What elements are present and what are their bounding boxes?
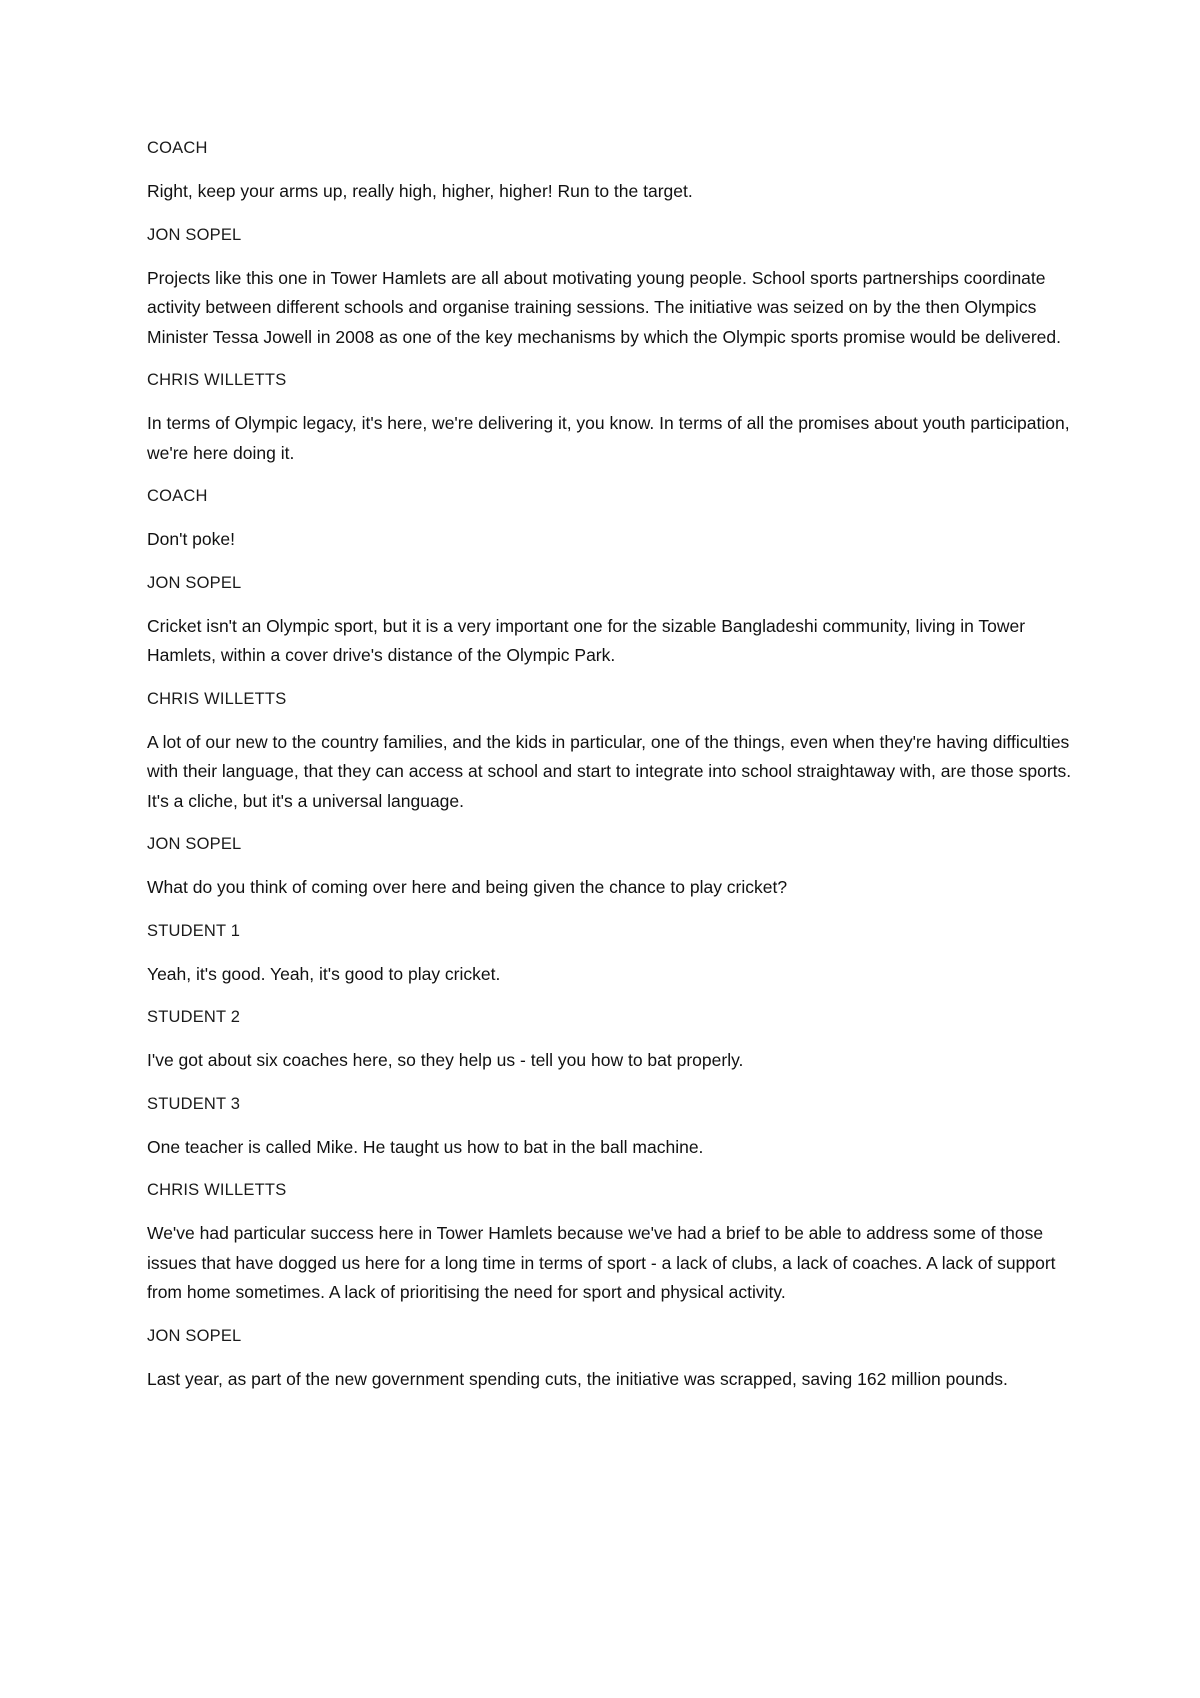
transcript-entry [147,919,1077,990]
speaker-name: COACH [147,487,208,505]
transcript-entry [147,368,1077,468]
speaker-name: CHRIS WILLETTS [147,371,287,389]
transcript-entry [147,136,1077,207]
speech-text: Projects like this one in Tower Hamlets are all about motivating young people. School sports partnerships coordinate activity between different schools and organise training sessions. The initiative was seized on by the then Olympics Minister Tessa Jowell in 2008 as one of the key mechanisms by which the Olympic sports promise would be delivered. [147,267,1061,347]
speaker-name: JON SOPEL [147,573,242,592]
speaker-name: COACH [147,139,208,157]
speaker-name: JON SOPEL [147,225,242,244]
transcript-entry [147,571,1077,671]
transcript-body [147,136,1077,1410]
speech-text: We've had particular success here in Tower Hamlets because we've had a brief to be able to address some of those issues that have dogged us here for a long time in terms of sport - a lack of clubs, a lack of coaches. A lack of support from home sometimes. A lack of prioritising the need for sport and physical activity. [147,1223,1056,1302]
speaker-name: STUDENT 3 [147,1094,241,1113]
transcript-entry [147,1092,1077,1163]
transcript-entry [147,1005,1077,1076]
speaker-name: CHRIS WILLETTS [147,1181,287,1199]
speech-text: What do you think of coming over here and being given the chance to play cricket? [147,877,788,897]
transcript-entry [147,223,1077,353]
speech-text: Don't poke! [147,529,235,549]
speaker-name: STUDENT 1 [147,921,241,940]
speech-text: Right, keep your arms up, really high, higher, higher! Run to the target. [147,181,693,201]
speech-text: Yeah, it's good. Yeah, it's good to play cricket. [147,963,501,984]
transcript-entry [147,1178,1077,1308]
speech-text: Last year, as part of the new government spending cuts, the initiative was scrapped, saving 162 million pounds. [147,1368,1008,1389]
speech-text: One teacher is called Mike. He taught us how to bat in the ball machine. [147,1136,704,1157]
speaker-name: CHRIS WILLETTS [147,689,287,708]
transcript-entry [147,1324,1077,1395]
speech-text: I've got about six coaches here, so they help us - tell you how to bat properly. [147,1050,744,1070]
speech-text: In terms of Olympic legacy, it's here, we're delivering it, you know. In terms of all the promises about youth participation, we're here doing it. [147,413,1070,463]
transcript-entry [147,687,1077,817]
speaker-name: JON SOPEL [147,1326,242,1345]
speech-text: Cricket isn't an Olympic sport, but it is a very important one for the sizable Bangladeshi community, living in Tower Hamlets, within a cover drive's distance of the Olympic Park. [147,615,1026,665]
speaker-name: STUDENT 2 [147,1008,241,1026]
speech-text: A lot of our new to the country families, and the kids in particular, one of the things, even when they're having difficulties with their language, that they can access at school and start to integrate into school straightaway with, are those sports. It's a cliche, but it's a universal language. [147,731,1072,811]
transcript-entry [147,832,1077,903]
transcript-entry [147,484,1077,555]
speaker-name: JON SOPEL [147,835,242,853]
